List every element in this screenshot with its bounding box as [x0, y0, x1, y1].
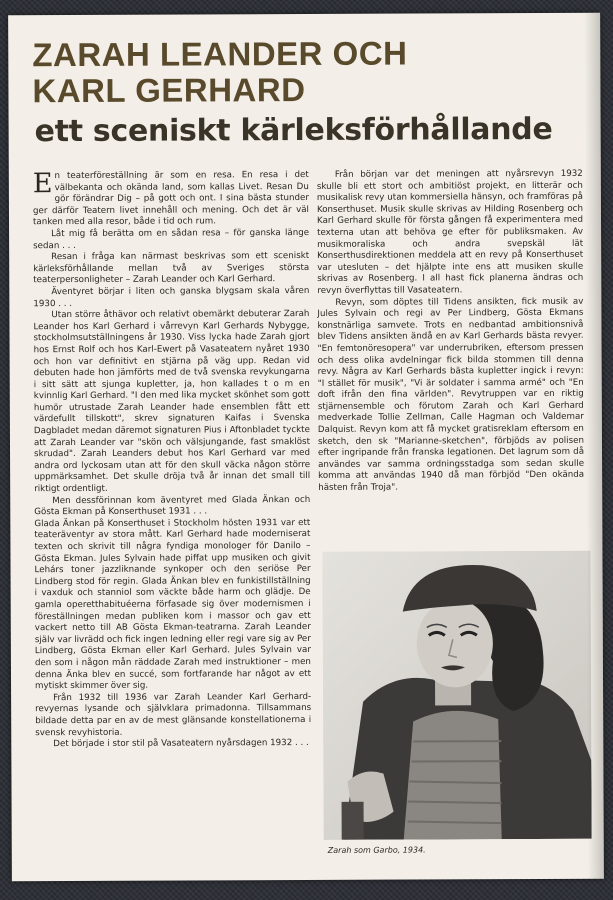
- paragraph: Från 1932 till 1936 var Zarah Leander Karl Gerhard-revyernas lysande och självklara primadonna. Tillsammans bildade detta par en av de mest glänsande konstellationerna i svensk revyhistoria.: [35, 691, 312, 738]
- headline: [32, 35, 572, 109]
- paragraph: Äventyret börjar i liten och ganska blygsam skala våren 1930 . . .: [33, 285, 310, 309]
- subheadline: ett sceniskt kärleksförhållande: [34, 111, 553, 150]
- paragraph: Men dessförinnan kom äventyret med Glada Änkan och Gösta Ekman på Konserthuset 1931 . . .: [34, 494, 311, 518]
- headline-line-2: KARL GERHARD: [32, 70, 306, 110]
- paragraph: Revyn, som döptes till Tidens ansikten, fick musik av Jules Sylvain och regi av Per Lindberg, Gösta Ekmans konstnärliga samvete. Trots en nedbantad ambitionsnivå blev Tidens ansikten ändå en av Karl Gerhards bästa revyer. "En femtonöresopera" var underrubriken, eftersom pressen och dess olika avdelningar fick bilda stommen till denna revy. Några av Karl Gerhards bästa kupletter ingick i revyn: "I stället för musik", "Vi är soldater i samma armé" och "En doft ifrån den fina världen". Revytruppen var en riktig stjärnensemble och förutom Zarah och Karl Gerhard medverkade Tollie Zellman, Calle Hagman och Valdemar Dalquist. Revyn kom att få mycket gratisreklam eftersom en sketch, den sk "Marianne-sketchen", förbjöds av polisen efter ingripande från franska legationen. Det lagrum som då användes var samma ordningsstadga som sedan skulle komma att användas 1940 då man förbjöd "Den okända hästen från Troja".: [317, 296, 585, 493]
- photo-caption: Zarah som Garbo, 1934.: [327, 845, 426, 855]
- paragraph: Resan i fråga kan närmast beskrivas som ett sceniskt kärleksförhållande mellan två av Sveriges största teaterpersonligheter – Zarah Leander och Karl Gerhard.: [33, 251, 310, 286]
- headline-line-1: ZARAH LEANDER OCH: [32, 34, 408, 74]
- portrait-illustration: [322, 551, 591, 840]
- paragraph: Utan större åthävor och relativt obemärkt debuterar Zarah Leander hos Karl Gerhard i vårrevyn Karl Gerhards Nybygge, stockholmsutställningens år 1930. Viss lycka hade Zarah gjort hos Ernst Rolf och hos Karl-Ewert på Vasateatern nyåret 1930 och hon var definitivt en stjärna på väg upp. Redan vid debuten hade hon jämförts med de två svenska revykungarna i sitt sätt att sjunga kupletter, ja, hon kallades t o m en kvinnlig Karl Gerhard. "I den med lika mycket skönhet som gott humör utrustade Zarah Leander hade ensemblen fått ett värdefullt tillskott", skrev signaturen Kaifas i Svenska Dagbladet medan däremot signaturen Pius i Aftonbladet tyckte att Zarah Leander var "skön och välsjungande, fast smaklöst skrudad". Zarah Leanders debut hos Karl Gerhard var med andra ord lyckosam utan att för den skull väcka någon större uppmärksamhet. Det skulle dröja två år innan det small till riktigt ordentligt.: [33, 309, 311, 495]
- drop-cap: E: [32, 168, 53, 200]
- portrait-photo: [322, 551, 591, 840]
- paragraph: Det började i stor stil på Vasateatern nyårsdagen 1932 . . .: [53, 738, 309, 750]
- paragraph: Från början var det meningen att nyårsrevyn 1932 skulle bli ett stort och ambitiöst projekt, en litterär och musikalisk revy utan kommersiella hänsyn, och framföras på Konserthuset. Musik skulle skrivas av Hilding Rosenberg och Karl Gerhard skulle för första gången få experimentera med texterna utan att behöva ge efter för publiksmaken. Av musikmoraliska och andra svepskäl lät Konserthusdirektionen meddela att en revy på Konserthuset var utesluten – det hjälpte inte ens att musiken skulle skrivas av Rosenberg. I all hast fick planerna ändras och revyn överflyttas till Vasateatern.: [316, 168, 584, 296]
- paragraph: En teaterföreställning är som en resa. En resa i det välbekanta och okända land, som kallas Livet. Resan Du gör förändrar Dig – på gott och ont. I sina bästa stunder ger därför Teatern livet innehåll och mening. Och det är väl tanken med alla resor, både i tid och rum.: [32, 168, 309, 228]
- left-column: [33, 170, 312, 751]
- paragraph: Låt mig få berätta om en sådan resa – för ganska länge sedan . . .: [33, 227, 310, 251]
- right-column: [317, 169, 584, 495]
- paragraph: Glada Änkan på Konserthuset i Stockholm hösten 1931 var ett teateräventyr av stora mått. Karl Gerhard hade moderniserat texten och skrivit till några fyndiga monologer för Danilo – Gösta Ekman. Jules Sylvain hade piffat upp musiken och givit Lehárs toner jazzliknande synkoper och den seriöse Per Lindberg stod för regin. Glada Änkan blev en funkistillställning i vaxduk och stanniol som väckte både harm och glädje. De gamla operetthabituéerna förfasade sig över modernismen i föreställningen medan publiken kom i massor och gav ett vackert netto till AB Gösta Ekman-teatrarna. Zarah Leander själv var livrädd och fick ingen ledning eller regi vare sig av Per Lindberg, Gösta Ekman eller Karl Gerhard. Jules Sylvain var den som i någon mån räddade Zarah med instruktioner – men denna Änka blev en succé, som fortfarande har något av ett mytiskt skimmer över sig.: [34, 517, 312, 692]
- magazine-page: [8, 13, 604, 882]
